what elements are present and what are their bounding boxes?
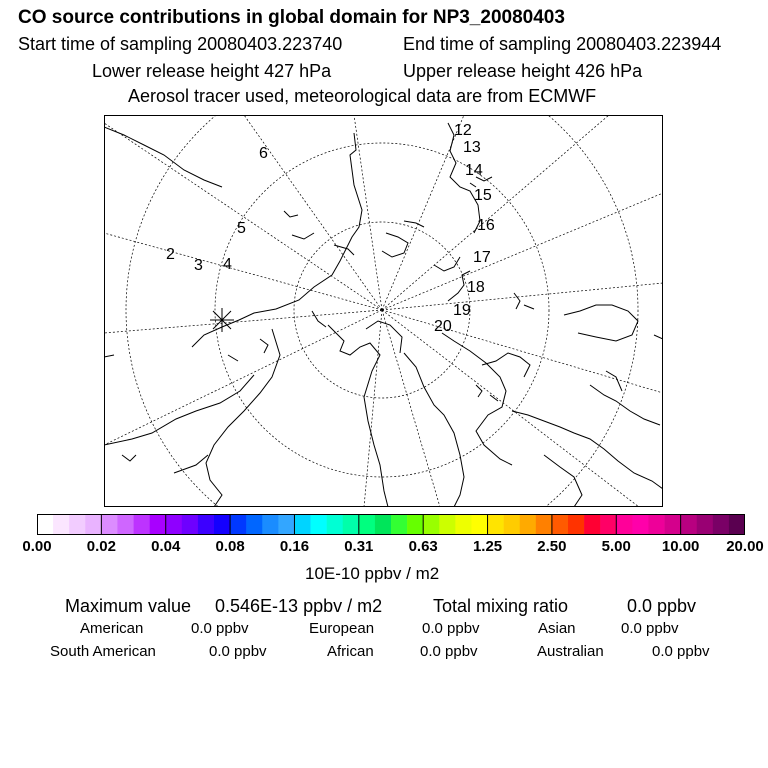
colorbar <box>37 514 745 535</box>
region-name: Asian <box>538 620 576 637</box>
colorbar-tick-label: 0.08 <box>215 538 245 555</box>
colorbar-cell <box>391 514 407 535</box>
day-label: 3 <box>194 257 203 274</box>
colorbar-cell <box>85 514 101 535</box>
colorbar-cell <box>616 514 632 535</box>
colorbar-cell <box>327 514 343 535</box>
plot-title: CO source contributions in global domain for NP3_20080403 <box>18 7 565 28</box>
release-marker <box>210 308 234 332</box>
colorbar-cell <box>520 514 536 535</box>
colorbar-cell <box>536 514 552 535</box>
colorbar-cell <box>713 514 729 535</box>
day-label: 14 <box>465 162 483 179</box>
colorbar-tick-label: 20.00 <box>726 538 764 555</box>
colorbar-cell <box>311 514 327 535</box>
colorbar-cell <box>117 514 133 535</box>
colorbar-cell <box>246 514 262 535</box>
colorbar-cell <box>423 514 439 535</box>
colorbar-cell <box>632 514 648 535</box>
colorbar-cell <box>262 514 278 535</box>
max-value: 0.546E-13 ppbv / m2 <box>215 596 383 616</box>
colorbar-cell <box>182 514 198 535</box>
region-value: 0.0 ppbv <box>420 643 478 660</box>
colorbar-cell <box>166 514 182 535</box>
colorbar-tick-label: 0.31 <box>344 538 374 555</box>
colorbar-tick-label: 0.02 <box>86 538 116 555</box>
start-time: Start time of sampling 20080403.223740 <box>18 34 343 54</box>
colorbar-cell <box>214 514 230 535</box>
region-value: 0.0 ppbv <box>621 620 679 637</box>
region-value: 0.0 ppbv <box>422 620 480 637</box>
colorbar-cell <box>600 514 616 535</box>
day-label: 20 <box>434 318 452 335</box>
colorbar-cell <box>568 514 584 535</box>
day-label: 12 <box>454 122 472 139</box>
colorbar-cell <box>584 514 600 535</box>
colorbar-cell <box>455 514 471 535</box>
total-mixing-value: 0.0 ppbv <box>627 596 697 616</box>
colorbar-tick-label: 0.04 <box>151 538 181 555</box>
colorbar-tick-label: 0.16 <box>279 538 310 555</box>
day-label: 13 <box>463 139 481 156</box>
colorbar-cell <box>198 514 214 535</box>
day-label: 18 <box>467 279 485 296</box>
colorbar-cell <box>69 514 85 535</box>
colorbar-cell <box>343 514 359 535</box>
tracer-note: Aerosol tracer used, meteorological data are from ECMWF <box>128 86 597 106</box>
region-name: African <box>327 643 374 660</box>
colorbar-units: 10E-10 ppbv / m2 <box>305 564 440 583</box>
lower-release-height: Lower release height 427 hPa <box>92 61 332 81</box>
day-label: 5 <box>237 220 246 237</box>
colorbar-tick-label: 2.50 <box>537 538 567 555</box>
colorbar-tick-label: 1.25 <box>472 538 503 555</box>
colorbar-cell <box>488 514 504 535</box>
colorbar-cell <box>552 514 568 535</box>
colorbar-cell <box>471 514 487 535</box>
colorbar-cell <box>439 514 455 535</box>
day-label: 19 <box>453 302 471 319</box>
colorbar-cell <box>407 514 423 535</box>
colorbar-cell <box>53 514 69 535</box>
region-name: South American <box>50 643 156 660</box>
day-label: 2 <box>166 246 175 263</box>
colorbar-cell <box>37 514 53 535</box>
colorbar-cell <box>294 514 310 535</box>
day-label: 4 <box>223 256 232 273</box>
colorbar-cell <box>278 514 294 535</box>
colorbar-tick-label: 5.00 <box>601 538 631 555</box>
colorbar-cell <box>681 514 697 535</box>
colorbar-cell <box>729 514 745 535</box>
colorbar-cell <box>665 514 681 535</box>
colorbar-tick-label: 0.00 <box>22 538 52 555</box>
day-label: 15 <box>474 187 492 204</box>
colorbar-cell <box>504 514 520 535</box>
day-label: 17 <box>473 249 491 266</box>
upper-release-height: Upper release height 426 hPa <box>403 61 643 81</box>
colorbar-cell <box>697 514 713 535</box>
colorbar-tick-label: 10.00 <box>661 538 700 555</box>
day-label: 16 <box>477 217 495 234</box>
colorbar-cell <box>375 514 391 535</box>
colorbar-cell <box>230 514 246 535</box>
colorbar-cell <box>648 514 664 535</box>
region-name: Australian <box>537 643 604 660</box>
region-name: American <box>80 620 144 637</box>
day-label: 6 <box>259 145 268 162</box>
colorbar-tick-label: 0.63 <box>408 538 438 555</box>
total-mixing-label: Total mixing ratio <box>433 596 569 616</box>
colorbar-cell <box>359 514 375 535</box>
polar-map <box>104 115 663 507</box>
max-value-label: Maximum value <box>65 596 192 616</box>
region-value: 0.0 ppbv <box>652 643 710 660</box>
region-value: 0.0 ppbv <box>191 620 249 637</box>
region-name: European <box>309 620 375 637</box>
colorbar-cell <box>101 514 117 535</box>
colorbar-cell <box>150 514 166 535</box>
end-time: End time of sampling 20080403.223944 <box>403 34 722 54</box>
region-value: 0.0 ppbv <box>209 643 267 660</box>
colorbar-cell <box>134 514 150 535</box>
